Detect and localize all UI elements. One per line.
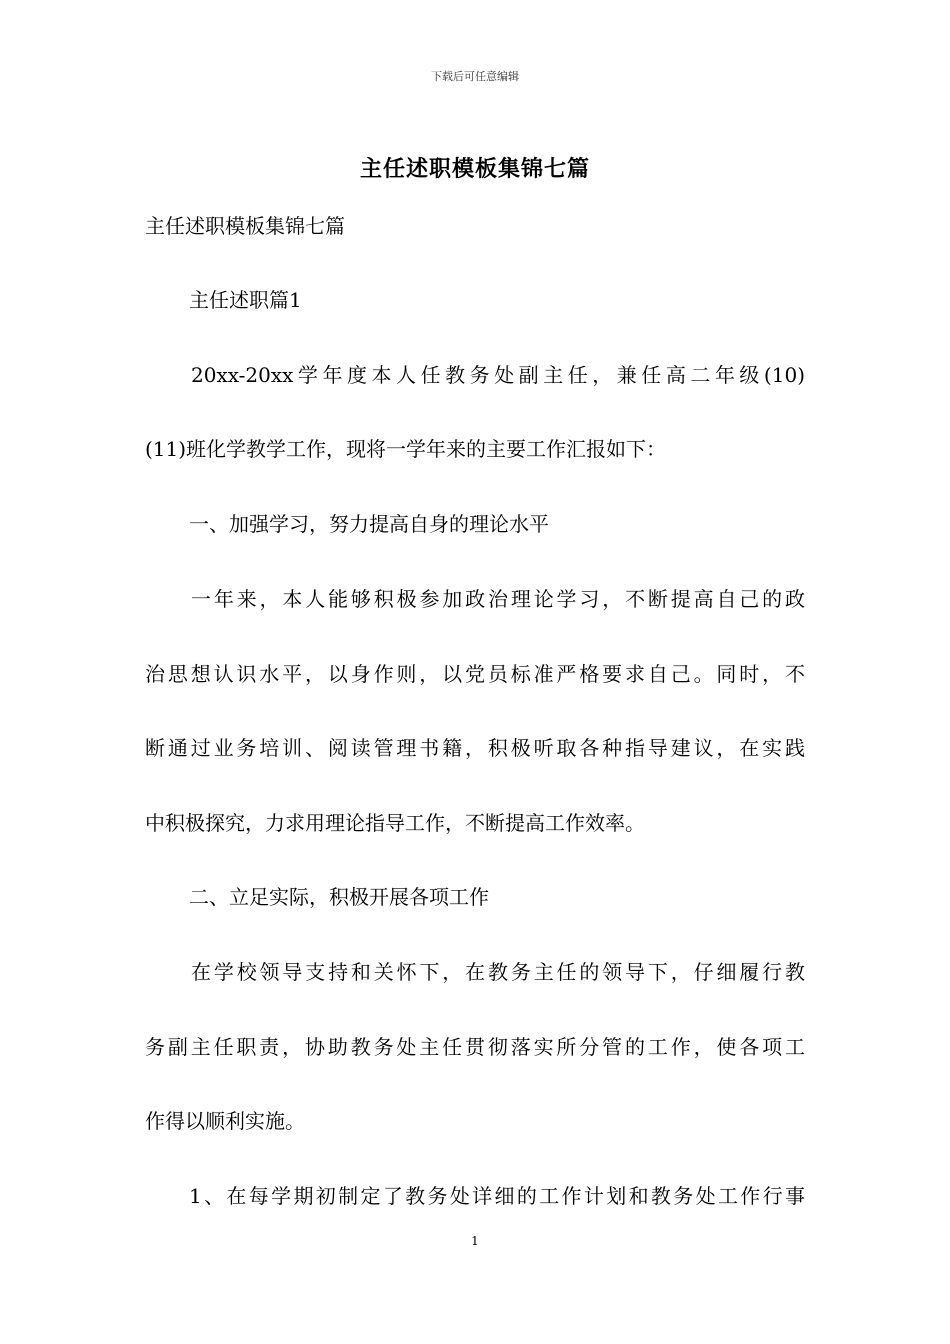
page-number: 1 xyxy=(471,1234,479,1248)
paragraph-line: 断通过业务培训、阅读管理书籍，积极听取各种指导建议，在实践 xyxy=(145,736,805,760)
paragraph-line: (11)班化学教学工作，现将一学年来的主要工作汇报如下： xyxy=(145,437,667,461)
paragraph-line: 治思想认识水平，以身作则，以党员标准严格要求自己。同时，不 xyxy=(145,662,805,686)
document-title: 主任述职模板集锦七篇 xyxy=(359,156,590,182)
section-heading: 一、加强学习，努力提高自身的理论水平 xyxy=(189,512,549,536)
subtitle-line: 主任述职模板集锦七篇 xyxy=(145,214,345,238)
paragraph-line: 1、在每学期初制定了教务处详细的工作计划和教务处工作行事 xyxy=(189,1184,805,1208)
paragraph-line: 20xx-20xx学年度本人任教务处副主任，兼任高二年级(10) xyxy=(191,363,805,387)
paragraph-line: 在学校领导支持和关怀下，在教务主任的领导下，仔细履行教 xyxy=(191,960,805,984)
section-heading: 主任述职篇1 xyxy=(189,288,302,312)
paragraph-line: 一年来，本人能够积极参加政治理论学习，不断提高自己的政 xyxy=(191,587,805,611)
paragraph-line: 中积极探究，力求用理论指导工作，不断提高工作效率。 xyxy=(145,811,645,835)
header-note: 下载后可任意编辑 xyxy=(431,70,519,83)
paragraph-line: 务副主任职责，协助教务处主任贯彻落实所分管的工作，使各项工 xyxy=(145,1035,805,1059)
section-heading: 二、立足实际，积极开展各项工作 xyxy=(189,885,489,909)
paragraph-line: 作得以顺利实施。 xyxy=(145,1109,305,1133)
